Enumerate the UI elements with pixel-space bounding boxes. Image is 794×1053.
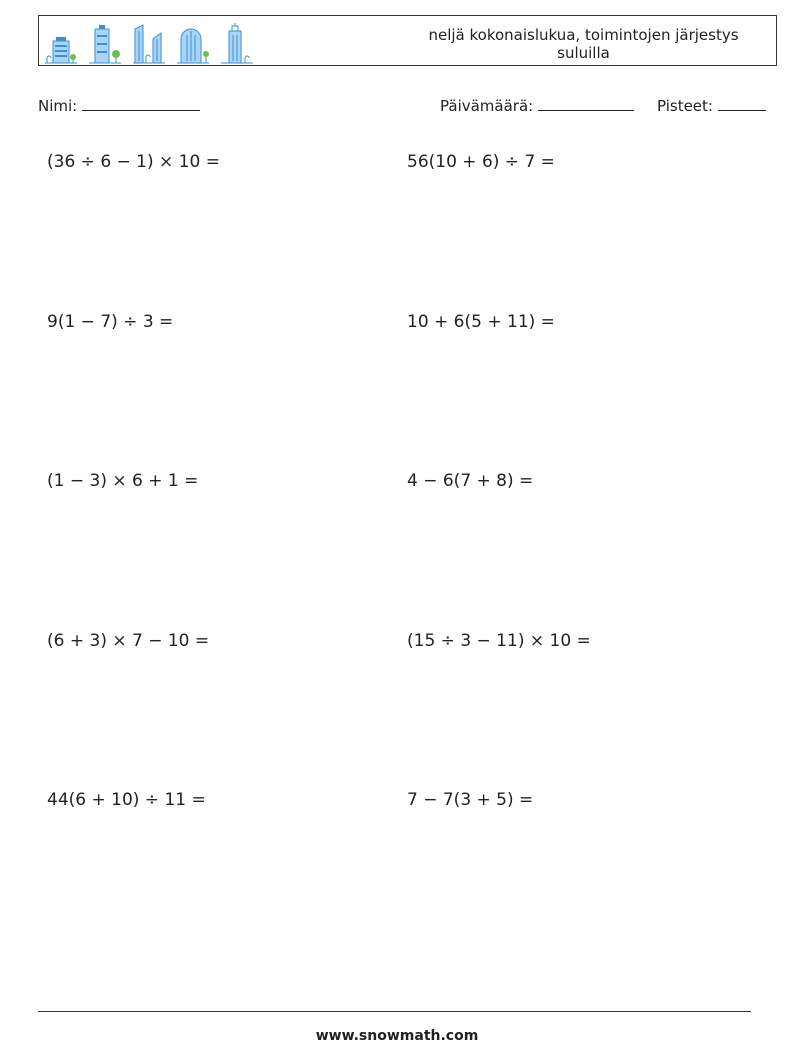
problem-7: (6 + 3) × 7 − 10 =	[47, 631, 210, 651]
title-line-2: suluilla	[557, 44, 610, 62]
building-icon	[43, 23, 79, 65]
date-blank	[538, 94, 634, 111]
title-line-1: neljä kokonaislukua, toimintojen järjestys	[428, 26, 739, 44]
problem-9: 44(6 + 10) ÷ 11 =	[47, 790, 206, 810]
name-blank	[82, 94, 200, 111]
name-field	[38, 94, 200, 115]
problem-6: 4 − 6(7 + 8) =	[407, 471, 534, 491]
twin-towers-icon	[131, 23, 167, 65]
problem-2: 56(10 + 6) ÷ 7 =	[407, 152, 555, 172]
footer-url[interactable]: www.snowmath.com	[315, 1028, 479, 1044]
problem-10: 7 − 7(3 + 5) =	[407, 790, 534, 810]
tower-icon	[87, 23, 123, 65]
score-label: Pisteet:	[657, 97, 713, 115]
problem-5: (1 − 3) × 6 + 1 =	[47, 471, 199, 491]
date-label: Päivämäärä:	[440, 97, 534, 115]
problem-1: (36 ÷ 6 − 1) × 10 =	[47, 152, 220, 172]
problem-4: 10 + 6(5 + 11) =	[407, 312, 555, 332]
skyscraper-icon	[219, 23, 255, 65]
office-building-icon	[175, 23, 211, 65]
score-blank	[718, 94, 766, 111]
name-label: Nimi:	[38, 97, 78, 115]
worksheet-title	[411, 26, 756, 62]
header-icons	[43, 21, 263, 65]
score-field	[657, 94, 766, 115]
problem-3: 9(1 − 7) ÷ 3 =	[47, 312, 174, 332]
worksheet-header	[38, 15, 777, 66]
footer-divider	[38, 1011, 751, 1012]
date-field	[440, 94, 634, 115]
problem-8: (15 ÷ 3 − 11) × 10 =	[407, 631, 591, 651]
